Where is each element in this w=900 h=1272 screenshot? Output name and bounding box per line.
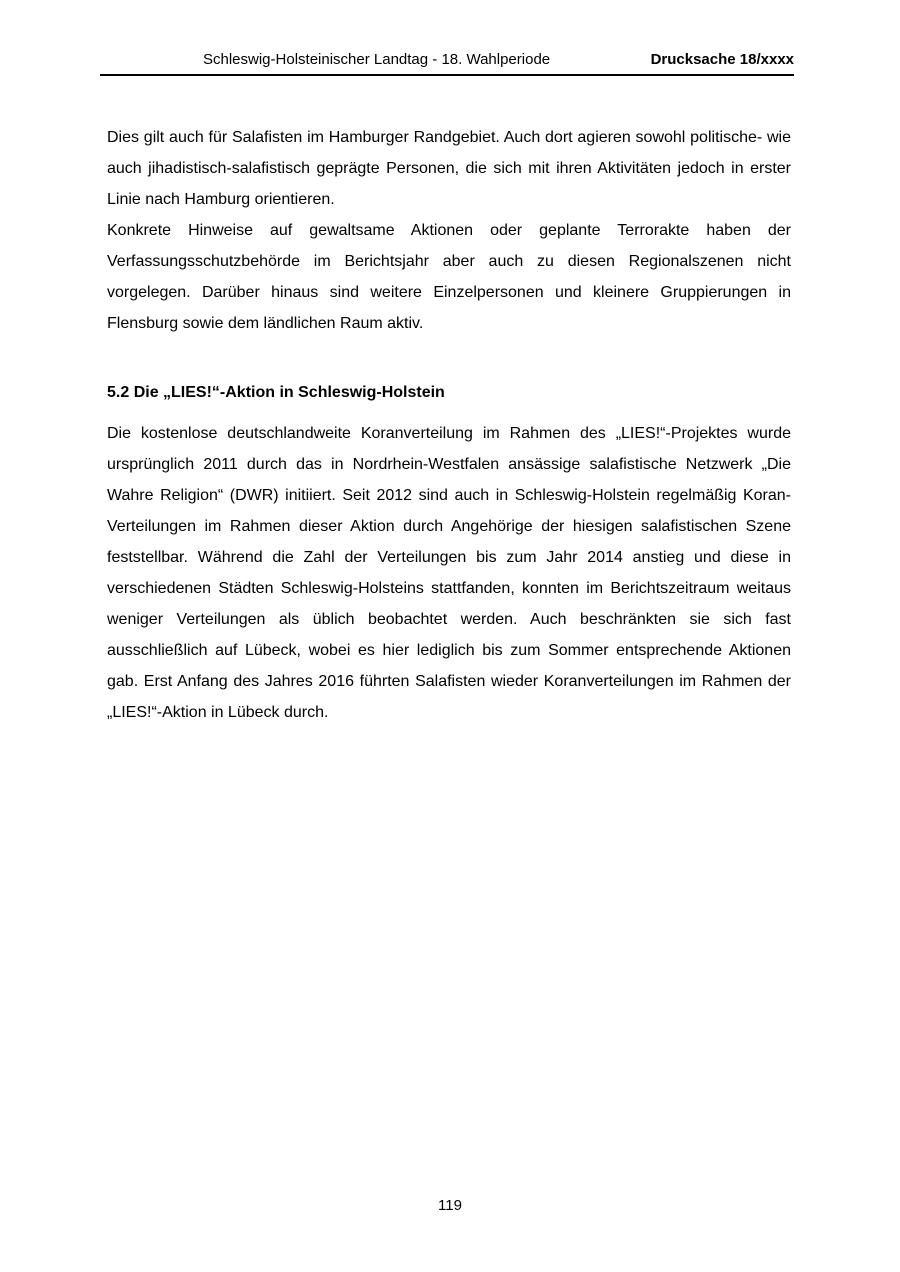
paragraph-salafisten-randgebiet: Dies gilt auch für Salafisten im Hamburger Randgebiet. Auch dort agieren sowohl politische- wie auch jihadistisch-salafistisch geprägte Personen, die sich mit ihren Aktivitäten jedoch in erster Linie nach Hamburg orientieren. (107, 129, 791, 208)
document-body (107, 122, 791, 728)
header-divider (100, 74, 794, 76)
header-publication-title: Schleswig-Holsteinischer Landtag - 18. Wahlperiode (203, 51, 551, 68)
page-number: 119 (438, 1197, 462, 1214)
paragraph-konkrete-hinweise: Konkrete Hinweise auf gewaltsame Aktionen oder geplante Terrorakte haben der Verfassungsschutzbehörde im Berichtsjahr aber auch zu diesen Regionalszenen nicht vorgelegen. Darüber hinaus sind weitere Einzelpersonen und kleinere Gruppierungen in Flensburg sowie dem ländlichen Raum aktiv. (107, 222, 791, 332)
page-footer (0, 1196, 900, 1216)
paragraph-koranverteilung: Die kostenlose deutschlandweite Koranverteilung im Rahmen des „LIES!“-Projektes wurde ursprünglich 2011 durch das in Nordrhein-Westfalen ansässige salafistische Netzwerk „Die Wahre Religion“ (DWR) initiiert. Seit 2012 sind auch in Schleswig-Holstein regelmäßig Koran-Verteilungen im Rahmen dieser Aktion durch Angehörige der hiesigen salafistischen Szene feststellbar. Während die Zahl der Verteilungen bis zum Jahr 2014 anstieg und diese in verschiedenen Städten Schleswig-Holsteins stattfanden, konnten im Berichtszeitraum weitaus weniger Verteilungen als üblich beobachtet werden. Auch beschränkten sie sich fast ausschließlich auf Lübeck, wobei es hier lediglich bis zum Sommer entsprechende Aktionen gab. Erst Anfang des Jahres 2016 führten Salafisten wieder Koranverteilungen im Rahmen der „LIES!“-Aktion in Lübeck durch. (107, 425, 791, 721)
header-document-number: Drucksache 18/xxxx (650, 51, 794, 68)
section-heading-lies-aktion: 5.2 Die „LIES!“-Aktion in Schleswig-Holstein (107, 384, 445, 401)
page-header (100, 50, 794, 70)
